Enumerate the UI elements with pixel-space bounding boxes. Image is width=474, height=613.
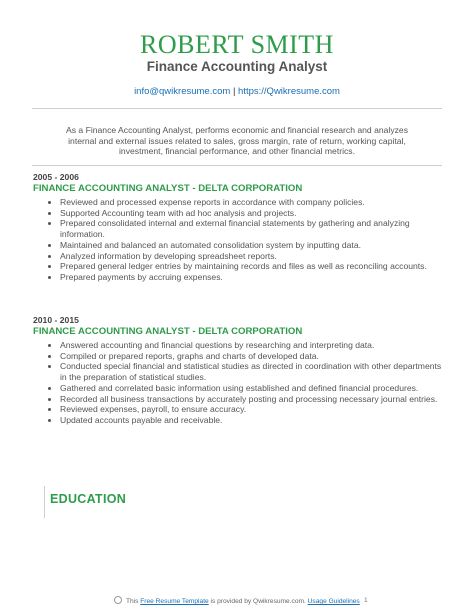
footer bbox=[0, 596, 474, 606]
footer-middle: is provided by Qwikresume.com. bbox=[210, 598, 306, 605]
list-item: Maintained and balanced an automated consolidation system by inputting data. bbox=[33, 240, 443, 251]
list-item: Recorded all business transactions by accurately posting and processing necessary journal entries. bbox=[33, 394, 443, 405]
website-link[interactable]: https://Qwikresume.com bbox=[238, 86, 340, 97]
list-item: Gathered and correlated basic information using established and defined financial procedures. bbox=[33, 383, 443, 394]
list-item: Reviewed and processed expense reports in accordance with company policies. bbox=[33, 197, 443, 208]
footer-prefix: This bbox=[125, 598, 139, 605]
contact-separator: | bbox=[232, 86, 236, 97]
list-item: Updated accounts payable and receivable. bbox=[33, 415, 443, 426]
list-item: Reviewed expenses, payroll, to ensure accuracy. bbox=[33, 404, 443, 415]
experience-bullets bbox=[33, 197, 443, 283]
free-resume-template-link[interactable]: Free Resume Template bbox=[140, 598, 209, 605]
email-link[interactable]: info@qwikresume.com bbox=[134, 86, 231, 97]
list-item: Compiled or prepared reports, graphs and charts of developed data. bbox=[33, 351, 443, 362]
summary-text: As a Finance Accounting Analyst, performs economic and financial research and analyzes internal and external issues related to sales, gross margin, rate of return, working capital, investment, financial performance, and other financial metrics. bbox=[65, 125, 409, 157]
list-item: Analyzed information by developing spreadsheet reports. bbox=[33, 251, 443, 262]
experience-title: FINANCE ACCOUNTING ANALYST - DELTA CORPORATION bbox=[33, 183, 303, 194]
list-item: Prepared general ledger entries by maintaining records and files as well as reconciling accounts. bbox=[33, 261, 443, 272]
candidate-name: ROBERT SMITH bbox=[140, 30, 334, 59]
job-title: Finance Accounting Analyst bbox=[146, 59, 328, 74]
list-item: Conducted special financial and statistical studies as directed in coordination with other departments in the preparation of statistical studies. bbox=[33, 361, 443, 382]
list-item: Prepared payments by accruing expenses. bbox=[33, 272, 443, 283]
list-item: Prepared consolidated internal and external financial statements by gathering and analyzing information. bbox=[33, 218, 443, 239]
experience-entry bbox=[33, 172, 443, 283]
section-accent-line bbox=[44, 486, 45, 518]
page-number: 1 bbox=[364, 597, 368, 604]
education-heading: EDUCATION bbox=[50, 492, 127, 506]
copyright-icon bbox=[114, 596, 122, 604]
experience-entry bbox=[33, 315, 443, 426]
experience-dates: 2010 - 2015 bbox=[33, 315, 79, 325]
list-item: Supported Accounting team with ad hoc analysis and projects. bbox=[33, 208, 443, 219]
list-item: Answered accounting and financial questions by researching and interpreting data. bbox=[33, 340, 443, 351]
header-divider bbox=[32, 108, 442, 109]
contact-line bbox=[0, 86, 474, 98]
summary-divider bbox=[32, 165, 442, 166]
experience-title: FINANCE ACCOUNTING ANALYST - DELTA CORPORATION bbox=[33, 326, 303, 337]
experience-dates: 2005 - 2006 bbox=[33, 172, 79, 182]
experience-bullets bbox=[33, 340, 443, 426]
usage-guidelines-link[interactable]: Usage Guidelines bbox=[307, 598, 360, 605]
